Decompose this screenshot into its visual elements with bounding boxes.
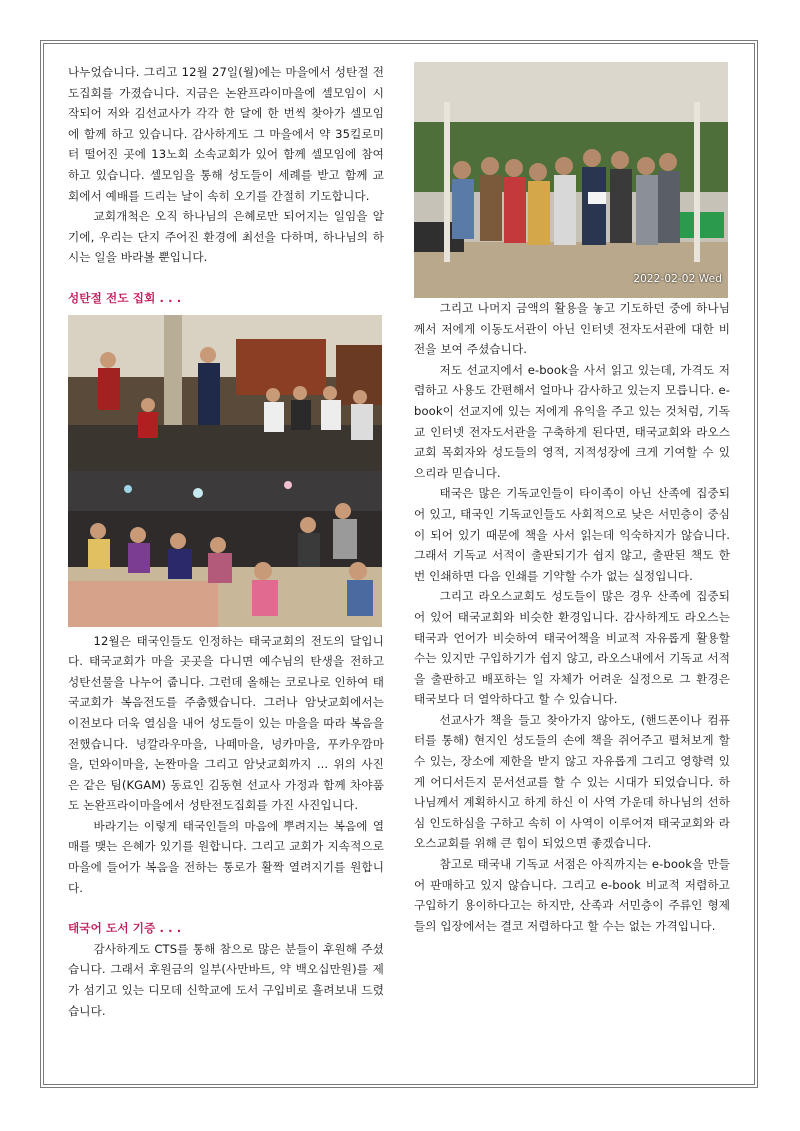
village-gathering-image bbox=[68, 471, 382, 627]
right-column bbox=[414, 62, 730, 936]
donation-group-photo bbox=[414, 62, 728, 298]
bookstore-note-paragraph: 참고로 태국내 기독교 서점은 아직까지는 e-book을 만들어 판매하고 있지 않습니다. 그리고 e-book 비교적 저렴하고 구입하기 용이하다고는 하지만, 산족과 서민층이 주류인 형제들의 입장에서는 결코 저렴하다고 할 수는 없는 가격입니다. bbox=[414, 857, 730, 933]
christmas-paragraph-2: 바라기는 이렇게 태국인들의 마음에 뿌려지는 복음에 열매를 맺는 은혜가 있기를 원합니다. 그리고 교회가 지속적으로 마을에 들어가 복음을 전하는 통로가 활짝 열려지기를 원합니다. bbox=[68, 818, 384, 895]
digital-mission-paragraph: 선교사가 책을 들고 찾아가지 않아도, (핸드폰이나 컴퓨터를 통해) 현지인 성도들의 손에 책을 쥐어주고 펼쳐보게 할 수 있는, 장소에 제한을 받지 않고 자유롭게 그리고 영향력 있게 어디서든지 문서선교를 할 수 있는 시대가 되었습니다. 하나님께서 계획하시고 하게 하신 이 사역 가운데 하나님의 선하심 인도하심을 구하고 속히 이 사역이 이루어져 태국교회와 라오스교회를 위해 큰 힘이 되었으면 좋겠습니다. bbox=[414, 712, 730, 851]
spacer bbox=[68, 268, 384, 288]
christmas-village-gathering-photo bbox=[68, 471, 382, 627]
christmas-paragraph-1: 12월은 태국인들도 인정하는 태국교회의 전도의 달입니다. 태국교회가 마을 곳곳을 다니면 예수님의 탄생을 전하고 성탄선물을 나누어 줍니다. 그런데 올해는 코로나로 인하여 태국교회가 복음전도를 주춤했습니다. 그러나 암낫교회에서는 이전보다 더욱 열심을 내어 성도들이 있는 마을을 따라 복음을 전했습니다. 넝깔라우마을, 나떼마을, 넝카마을, 푸카우깜마을, 던와이마을, 논짠마을 그리고 암낫교회까지 ... 위의 사진은 같은 팀(KGAM) 동료인 김동현 선교사 가정과 함께 차야품도 논완프라이마을에서 성탄전도집회를 가진 사진입니다. bbox=[68, 633, 384, 813]
book-donation-paragraph-1: 감사하게도 CTS를 통해 참으로 많은 분들이 후원해 주셨습니다. 그래서 후원금의 일부(사만바트, 약 백오십만원)를 제가 섬기고 있는 디모데 신학교에 도서 구입비로 흘려보내 드렸습니다. bbox=[68, 941, 384, 1018]
photo-date-stamp: 2022-02-02 Wed bbox=[633, 273, 722, 286]
church-planting-paragraph: 교회개척은 오직 하나님의 은혜로만 되어지는 일임을 알기에, 우리는 단지 주어진 환경에 최선을 다하며, 하나님의 하시는 일을 바라볼 뿐입니다. bbox=[68, 209, 384, 265]
christmas-worship-photo bbox=[68, 315, 382, 471]
left-column bbox=[68, 62, 384, 1021]
worship-band-image bbox=[68, 315, 382, 471]
thai-christians-paragraph: 태국은 많은 기독교인들이 타이족이 아닌 산족에 집중되어 있고, 태국인 기독교인들도 사회적으로 낮은 서민층이 중심이 되어 있기 때문에 책을 사서 읽는데 익숙하지가 않습니다. 그래서 기독교 서적이 출판되기가 쉽지 않고, 출판된 책도 한번 인쇄하면 다음 인쇄를 기약할 수가 없는 실정입니다. bbox=[414, 486, 730, 583]
donation-group-image bbox=[414, 62, 728, 298]
ebook-benefit-paragraph: 저도 선교지에서 e-book을 사서 읽고 있는데, 가격도 저렴하고 사용도 간편해서 얼마나 감사하고 있는지 모릅니다. e-book이 선교지에 있는 저에게 유익을 주고 있는 것처럼, 기독교 인터넷 전자도서관을 구축하게 된다면, 태국교회와 라오스교회 목회자와 성도들의 영적, 지적성장에 크게 기여할 수 있으리라 믿습니다. bbox=[414, 362, 730, 480]
laos-church-paragraph: 그리고 라오스교회도 성도들이 많은 경우 산족에 집중되어 있어 태국교회와 비슷한 환경입니다. 감사하게도 라오스는 태국과 언어가 비슷하여 태국어책을 비교적 자유롭게 활용할 수는 있지만 구입하기가 쉽지 않고, 라오스내에서 기독교 서적을 출판하고 배포하는 일 자체가 어려운 실정으로 그 환경은 태국보다 더 열악하다고 할 수 있습니다. bbox=[414, 589, 730, 707]
book-donation-section-heading: 태국어 도서 기증 . . . bbox=[68, 921, 182, 936]
intro-paragraph: 나누었습니다. 그리고 12월 27일(월)에는 마을에서 성탄절 전도집회를 가졌습니다. 지금은 논완프라이마을에 셀모임이 시작되어 저와 김선교사가 각각 한 달에 한 번씩 찾아가 셀모임에 함께 하고 있습니다. 감사하게도 그 마을에서 약 35킬로미터 떨어진 곳에 13노회 소속교회가 있어 함께 셀모임에 참여하고 있습니다. 셀모임을 통해 성도들이 세례를 받고 함께 교회에서 예배를 드리는 날이 속히 오기를 간절히 기도합니다. bbox=[68, 65, 384, 203]
ebook-vision-paragraph: 그리고 나머지 금액의 활용을 놓고 기도하던 중에 하나님께서 저에게 이동도서관이 아닌 인터넷 전자도서관에 대한 비전을 보여 주셨습니다. bbox=[414, 301, 730, 357]
christmas-section-heading: 성탄절 전도 집회 . . . bbox=[68, 290, 182, 305]
spacer bbox=[68, 898, 384, 918]
